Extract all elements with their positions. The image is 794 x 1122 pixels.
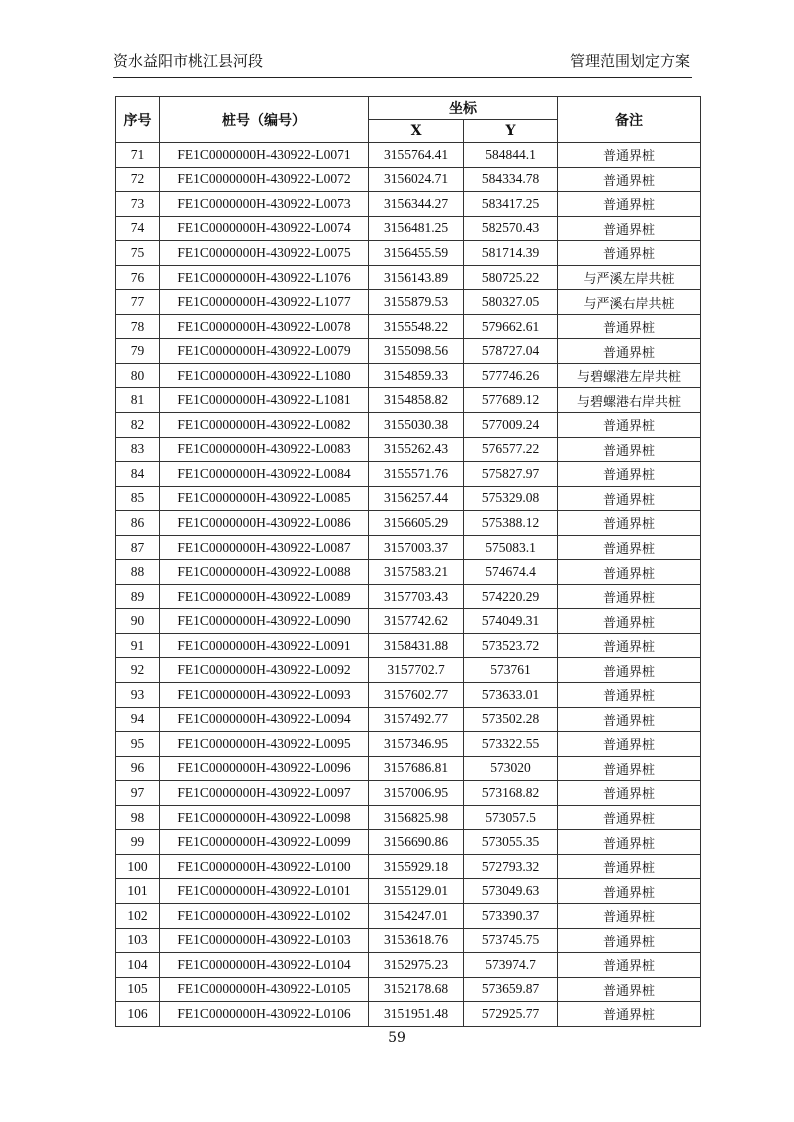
cell-note: 与严溪左岸共桩 (558, 265, 701, 290)
cell-note: 普通界桩 (558, 143, 701, 168)
table-row (116, 977, 701, 1002)
cell-pile-number: FE1C0000000H-430922-L0074 (160, 216, 369, 241)
cell-pile-number: FE1C0000000H-430922-L0099 (160, 830, 369, 855)
cell-y: 573761 (464, 658, 558, 683)
cell-note: 普通界桩 (558, 854, 701, 879)
cell-pile-number: FE1C0000000H-430922-L0096 (160, 756, 369, 781)
cell-seq: 94 (116, 707, 160, 732)
table-row (116, 388, 701, 413)
cell-x: 3155548.22 (369, 314, 464, 339)
cell-seq: 105 (116, 977, 160, 1002)
cell-note: 普通界桩 (558, 192, 701, 217)
boundary-pile-table (115, 96, 701, 1027)
cell-pile-number: FE1C0000000H-430922-L0075 (160, 241, 369, 266)
cell-x: 3155571.76 (369, 462, 464, 487)
table-row (116, 535, 701, 560)
cell-pile-number: FE1C0000000H-430922-L0094 (160, 707, 369, 732)
cell-y: 577009.24 (464, 413, 558, 438)
table-row (116, 830, 701, 855)
table-row (116, 732, 701, 757)
cell-seq: 80 (116, 363, 160, 388)
cell-note: 普通界桩 (558, 241, 701, 266)
cell-seq: 86 (116, 511, 160, 536)
cell-x: 3153618.76 (369, 928, 464, 953)
cell-note: 普通界桩 (558, 413, 701, 438)
cell-y: 574049.31 (464, 609, 558, 634)
cell-pile-number: FE1C0000000H-430922-L0104 (160, 953, 369, 978)
header-x: X (369, 120, 464, 143)
cell-pile-number: FE1C0000000H-430922-L0072 (160, 167, 369, 192)
cell-pile-number: FE1C0000000H-430922-L1077 (160, 290, 369, 315)
cell-y: 575388.12 (464, 511, 558, 536)
cell-pile-number: FE1C0000000H-430922-L0079 (160, 339, 369, 364)
cell-y: 573745.75 (464, 928, 558, 953)
cell-pile-number: FE1C0000000H-430922-L0085 (160, 486, 369, 511)
cell-seq: 74 (116, 216, 160, 241)
cell-note: 普通界桩 (558, 633, 701, 658)
table-row (116, 584, 701, 609)
cell-x: 3157492.77 (369, 707, 464, 732)
cell-seq: 89 (116, 584, 160, 609)
cell-seq: 76 (116, 265, 160, 290)
table-row (116, 1002, 701, 1027)
table-row (116, 683, 701, 708)
cell-note: 普通界桩 (558, 511, 701, 536)
table-row (116, 143, 701, 168)
cell-y: 573502.28 (464, 707, 558, 732)
cell-seq: 71 (116, 143, 160, 168)
cell-note: 普通界桩 (558, 756, 701, 781)
cell-x: 3157006.95 (369, 781, 464, 806)
cell-seq: 73 (116, 192, 160, 217)
cell-note: 普通界桩 (558, 683, 701, 708)
cell-x: 3156690.86 (369, 830, 464, 855)
cell-x: 3155764.41 (369, 143, 464, 168)
cell-pile-number: FE1C0000000H-430922-L0098 (160, 805, 369, 830)
cell-seq: 96 (116, 756, 160, 781)
cell-y: 573020 (464, 756, 558, 781)
table-row (116, 953, 701, 978)
cell-pile-number: FE1C0000000H-430922-L0092 (160, 658, 369, 683)
cell-pile-number: FE1C0000000H-430922-L0087 (160, 535, 369, 560)
cell-y: 573055.35 (464, 830, 558, 855)
cell-seq: 103 (116, 928, 160, 953)
cell-seq: 90 (116, 609, 160, 634)
table-row (116, 413, 701, 438)
page-number: 59 (388, 1030, 406, 1046)
cell-pile-number: FE1C0000000H-430922-L1076 (160, 265, 369, 290)
cell-seq: 79 (116, 339, 160, 364)
cell-pile-number: FE1C0000000H-430922-L0106 (160, 1002, 369, 1027)
cell-seq: 84 (116, 462, 160, 487)
cell-y: 584844.1 (464, 143, 558, 168)
cell-y: 573390.37 (464, 903, 558, 928)
cell-x: 3155030.38 (369, 413, 464, 438)
cell-note: 普通界桩 (558, 437, 701, 462)
cell-seq: 98 (116, 805, 160, 830)
header-document-title: 资水益阳市桃江县河段 (113, 52, 264, 70)
cell-x: 3157686.81 (369, 756, 464, 781)
cell-y: 573659.87 (464, 977, 558, 1002)
cell-y: 573974.7 (464, 953, 558, 978)
cell-note: 普通界桩 (558, 486, 701, 511)
cell-note: 与碧螺港左岸共桩 (558, 363, 701, 388)
cell-y: 573049.63 (464, 879, 558, 904)
cell-note: 普通界桩 (558, 584, 701, 609)
cell-y: 580725.22 (464, 265, 558, 290)
cell-y: 582570.43 (464, 216, 558, 241)
cell-note: 普通界桩 (558, 609, 701, 634)
cell-note: 普通界桩 (558, 805, 701, 830)
header-seq: 序号 (116, 97, 160, 143)
cell-note: 普通界桩 (558, 1002, 701, 1027)
table-row (116, 290, 701, 315)
cell-seq: 87 (116, 535, 160, 560)
cell-pile-number: FE1C0000000H-430922-L0091 (160, 633, 369, 658)
cell-pile-number: FE1C0000000H-430922-L0100 (160, 854, 369, 879)
cell-seq: 95 (116, 732, 160, 757)
cell-x: 3155879.53 (369, 290, 464, 315)
cell-pile-number: FE1C0000000H-430922-L0089 (160, 584, 369, 609)
table-row (116, 339, 701, 364)
table-row (116, 903, 701, 928)
cell-x: 3157602.77 (369, 683, 464, 708)
cell-pile-number: FE1C0000000H-430922-L0103 (160, 928, 369, 953)
table-row (116, 854, 701, 879)
cell-note: 普通界桩 (558, 339, 701, 364)
cell-seq: 102 (116, 903, 160, 928)
cell-seq: 82 (116, 413, 160, 438)
cell-x: 3158431.88 (369, 633, 464, 658)
cell-seq: 83 (116, 437, 160, 462)
cell-y: 577689.12 (464, 388, 558, 413)
cell-note: 普通界桩 (558, 977, 701, 1002)
cell-note: 普通界桩 (558, 707, 701, 732)
cell-seq: 106 (116, 1002, 160, 1027)
table-row (116, 437, 701, 462)
table-row (116, 216, 701, 241)
cell-pile-number: FE1C0000000H-430922-L0084 (160, 462, 369, 487)
cell-x: 3157702.7 (369, 658, 464, 683)
cell-note: 普通界桩 (558, 928, 701, 953)
cell-y: 575827.97 (464, 462, 558, 487)
table-row (116, 928, 701, 953)
table-row (116, 805, 701, 830)
cell-x: 3157703.43 (369, 584, 464, 609)
cell-x: 3155098.56 (369, 339, 464, 364)
cell-pile-number: FE1C0000000H-430922-L0082 (160, 413, 369, 438)
cell-y: 580327.05 (464, 290, 558, 315)
cell-seq: 92 (116, 658, 160, 683)
cell-y: 573633.01 (464, 683, 558, 708)
table-row (116, 707, 701, 732)
cell-note: 普通界桩 (558, 879, 701, 904)
cell-x: 3156257.44 (369, 486, 464, 511)
cell-y: 572925.77 (464, 1002, 558, 1027)
table-row (116, 265, 701, 290)
cell-pile-number: FE1C0000000H-430922-L0086 (160, 511, 369, 536)
cell-seq: 72 (116, 167, 160, 192)
header-y: Y (464, 120, 558, 143)
cell-seq: 77 (116, 290, 160, 315)
cell-note: 普通界桩 (558, 462, 701, 487)
cell-pile-number: FE1C0000000H-430922-L0095 (160, 732, 369, 757)
cell-pile-number: FE1C0000000H-430922-L0093 (160, 683, 369, 708)
page-header (113, 50, 690, 76)
cell-x: 3154858.82 (369, 388, 464, 413)
cell-pile-number: FE1C0000000H-430922-L0105 (160, 977, 369, 1002)
table-row (116, 167, 701, 192)
cell-y: 577746.26 (464, 363, 558, 388)
cell-y: 575329.08 (464, 486, 558, 511)
table-row (116, 462, 701, 487)
cell-y: 578727.04 (464, 339, 558, 364)
cell-note: 普通界桩 (558, 658, 701, 683)
table-row (116, 241, 701, 266)
cell-pile-number: FE1C0000000H-430922-L0090 (160, 609, 369, 634)
cell-pile-number: FE1C0000000H-430922-L0071 (160, 143, 369, 168)
cell-y: 584334.78 (464, 167, 558, 192)
cell-y: 576577.22 (464, 437, 558, 462)
cell-seq: 75 (116, 241, 160, 266)
cell-x: 3156825.98 (369, 805, 464, 830)
table-row (116, 560, 701, 585)
table-body (116, 143, 701, 1027)
cell-seq: 99 (116, 830, 160, 855)
cell-seq: 104 (116, 953, 160, 978)
cell-seq: 101 (116, 879, 160, 904)
cell-pile-number: FE1C0000000H-430922-L0102 (160, 903, 369, 928)
cell-pile-number: FE1C0000000H-430922-L0088 (160, 560, 369, 585)
cell-x: 3156481.25 (369, 216, 464, 241)
cell-pile-number: FE1C0000000H-430922-L0101 (160, 879, 369, 904)
cell-y: 579662.61 (464, 314, 558, 339)
table-row (116, 314, 701, 339)
cell-x: 3151951.48 (369, 1002, 464, 1027)
cell-note: 普通界桩 (558, 732, 701, 757)
cell-x: 3156605.29 (369, 511, 464, 536)
cell-pile-number: FE1C0000000H-430922-L1080 (160, 363, 369, 388)
cell-note: 普通界桩 (558, 314, 701, 339)
cell-seq: 91 (116, 633, 160, 658)
cell-note: 与碧螺港右岸共桩 (558, 388, 701, 413)
table-row (116, 658, 701, 683)
cell-note: 普通界桩 (558, 535, 701, 560)
table-row (116, 756, 701, 781)
cell-seq: 78 (116, 314, 160, 339)
cell-x: 3152178.68 (369, 977, 464, 1002)
header-note: 备注 (558, 97, 701, 143)
cell-note: 普通界桩 (558, 167, 701, 192)
header-divider (113, 77, 692, 78)
cell-y: 574220.29 (464, 584, 558, 609)
cell-note: 普通界桩 (558, 781, 701, 806)
cell-note: 普通界桩 (558, 830, 701, 855)
cell-note: 与严溪右岸共桩 (558, 290, 701, 315)
header-coordinates: 坐标 (369, 97, 558, 120)
table-row (116, 633, 701, 658)
cell-pile-number: FE1C0000000H-430922-L0078 (160, 314, 369, 339)
cell-x: 3157583.21 (369, 560, 464, 585)
table-row (116, 781, 701, 806)
cell-y: 581714.39 (464, 241, 558, 266)
cell-x: 3154247.01 (369, 903, 464, 928)
table-row (116, 363, 701, 388)
cell-x: 3155129.01 (369, 879, 464, 904)
cell-y: 573523.72 (464, 633, 558, 658)
cell-seq: 100 (116, 854, 160, 879)
cell-pile-number: FE1C0000000H-430922-L1081 (160, 388, 369, 413)
cell-pile-number: FE1C0000000H-430922-L0073 (160, 192, 369, 217)
header-section-title: 管理范围划定方案 (569, 52, 690, 70)
table-row (116, 192, 701, 217)
cell-x: 3157003.37 (369, 535, 464, 560)
cell-y: 573168.82 (464, 781, 558, 806)
table-row (116, 511, 701, 536)
cell-x: 3156024.71 (369, 167, 464, 192)
cell-pile-number: FE1C0000000H-430922-L0097 (160, 781, 369, 806)
cell-y: 575083.1 (464, 535, 558, 560)
cell-y: 573057.5 (464, 805, 558, 830)
cell-note: 普通界桩 (558, 560, 701, 585)
cell-x: 3155262.43 (369, 437, 464, 462)
cell-seq: 93 (116, 683, 160, 708)
cell-note: 普通界桩 (558, 216, 701, 241)
header-pile-number: 桩号（编号） (160, 97, 369, 143)
cell-seq: 88 (116, 560, 160, 585)
cell-note: 普通界桩 (558, 903, 701, 928)
cell-x: 3156455.59 (369, 241, 464, 266)
cell-x: 3157742.62 (369, 609, 464, 634)
cell-note: 普通界桩 (558, 953, 701, 978)
table-row (116, 879, 701, 904)
cell-seq: 81 (116, 388, 160, 413)
cell-x: 3156344.27 (369, 192, 464, 217)
cell-x: 3155929.18 (369, 854, 464, 879)
cell-x: 3156143.89 (369, 265, 464, 290)
table-row (116, 486, 701, 511)
cell-x: 3157346.95 (369, 732, 464, 757)
cell-pile-number: FE1C0000000H-430922-L0083 (160, 437, 369, 462)
cell-y: 574674.4 (464, 560, 558, 585)
cell-x: 3152975.23 (369, 953, 464, 978)
cell-x: 3154859.33 (369, 363, 464, 388)
cell-y: 572793.32 (464, 854, 558, 879)
cell-y: 573322.55 (464, 732, 558, 757)
cell-y: 583417.25 (464, 192, 558, 217)
cell-seq: 85 (116, 486, 160, 511)
table-row (116, 609, 701, 634)
cell-seq: 97 (116, 781, 160, 806)
